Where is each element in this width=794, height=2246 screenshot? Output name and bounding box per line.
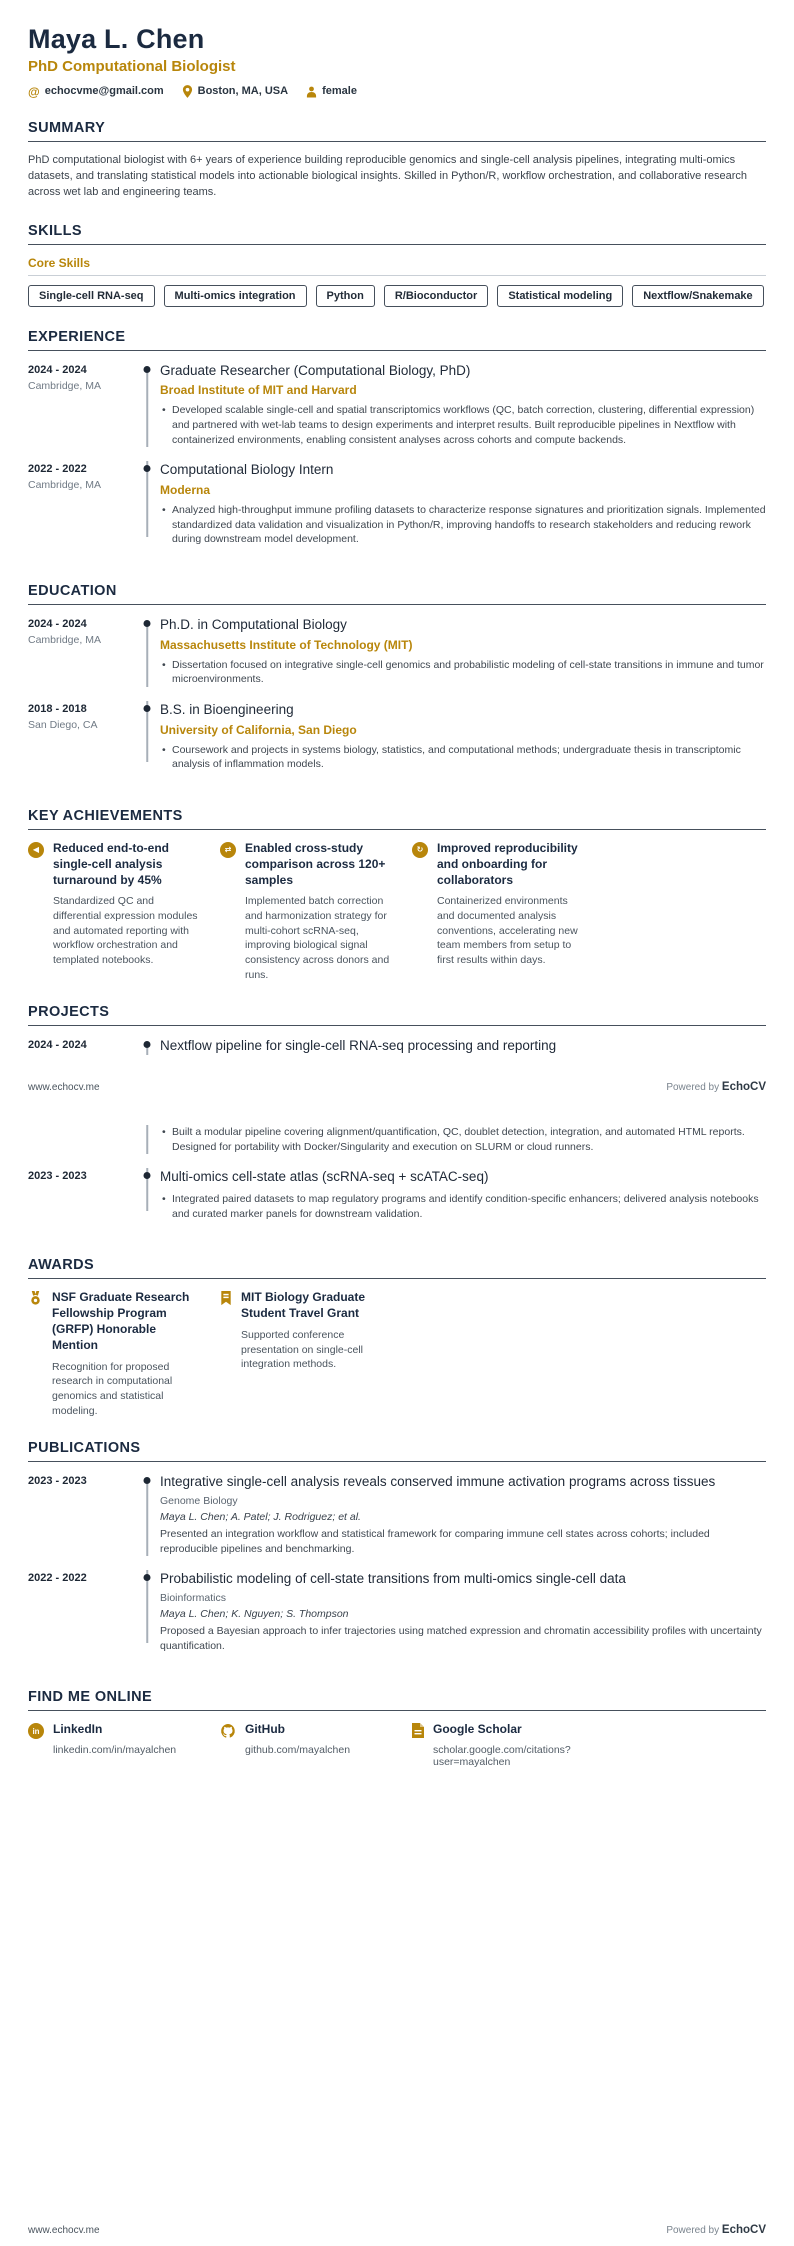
contact-gender: [306, 85, 357, 98]
experience-entry: [28, 362, 766, 462]
bullet-item: • Dissertation focused on integrative single-cell genomics and probabilistic modeling of cell-state transitions in immune and tumor microenvironments.: [160, 658, 766, 687]
entry-dates: 2023 - 2023: [28, 1170, 87, 1183]
degree-title: B.S. in Bioengineering: [160, 701, 294, 717]
reproducibility-icon: ↻: [412, 842, 428, 858]
timeline-line: [146, 461, 148, 537]
projects-heading: PROJECTS: [28, 1004, 766, 1026]
project-entry-header: [28, 1037, 766, 1063]
timeline-marker: [134, 701, 160, 772]
powered-by-label: Powered by: [666, 1082, 722, 1094]
achievements-heading: KEY ACHIEVEMENTS: [28, 808, 766, 830]
timeline-marker: [134, 461, 160, 547]
project-title: Nextflow pipeline for single-cell RNA-seq processing and reporting: [160, 1038, 557, 1054]
publication-authors: Maya L. Chen; K. Nguyen; S. Thompson: [160, 1607, 349, 1620]
project-entry: [28, 1168, 766, 1235]
degree-bullets: [160, 658, 766, 687]
online-card-github: [220, 1722, 390, 1768]
timeline-dot: [144, 1041, 151, 1048]
summary-text: PhD computational biologist with 6+ years of experience building reproducible genomics and single-cell analysis pipelines, integrating multi-omics datasets, and translating statistical models into actionable biological insights. Skilled in Python/R, workflow orchestration, and collaborative research across wet lab and engineering teams.: [28, 154, 748, 198]
company-name: Moderna: [160, 482, 211, 497]
timeline-line: [146, 373, 148, 448]
contact-row: [28, 84, 766, 98]
education-entry: [28, 701, 766, 786]
experience-section: [28, 329, 766, 561]
job-title: Graduate Researcher (Computational Biology, PhD): [160, 362, 471, 378]
publication-venue: Genome Biology: [160, 1494, 238, 1507]
person-name: Maya L. Chen: [28, 24, 205, 54]
email-icon: @: [28, 84, 40, 99]
timeline-dot: [144, 465, 151, 472]
entry-dates: 2023 - 2023: [28, 1475, 87, 1488]
job-bullets: [160, 403, 766, 447]
entry-dates: 2024 - 2024: [28, 363, 87, 376]
achievement-text: Containerized environments and documented analysis conventions, accelerating new team members from setup to first results within days.: [437, 895, 578, 967]
online-url[interactable]: github.com/mayalchen: [245, 1744, 351, 1757]
achievement-title: Improved reproducibility and onboarding for collaborators: [437, 840, 578, 887]
awards-heading: AWARDS: [28, 1257, 766, 1279]
achievements-grid: [28, 841, 766, 983]
project-bullets: [160, 1125, 766, 1154]
degree-title: Ph.D. in Computational Biology: [160, 617, 347, 633]
degree-bullets: [160, 743, 766, 772]
job-bullets: [160, 503, 766, 547]
online-card-linkedin: [28, 1722, 198, 1768]
summary-heading: SUMMARY: [28, 120, 766, 142]
online-heading: FIND ME ONLINE: [28, 1689, 766, 1711]
footer-powered-by: [666, 1077, 766, 1095]
page-break-footer: [28, 1077, 766, 1095]
contact-email-text: echocvme@gmail.com: [44, 85, 164, 97]
achievement-text: Standardized QC and differential expression modules and automated reporting with workflow orchestration and templated notebooks.: [53, 895, 198, 967]
location-icon: [182, 85, 193, 98]
footer-site-url[interactable]: www.echocv.me: [28, 2225, 100, 2236]
award-card: [220, 1290, 390, 1418]
publication-entry: [28, 1570, 766, 1667]
skill-chip: Multi-omics integration: [164, 285, 307, 307]
echocv-brand-link[interactable]: EchoCV: [721, 1081, 766, 1094]
entry-dates: 2022 - 2022: [28, 463, 87, 476]
award-card: [28, 1290, 198, 1418]
achievements-section: [28, 808, 766, 983]
entry-dates: 2018 - 2018: [28, 702, 87, 715]
experience-heading: EXPERIENCE: [28, 329, 766, 351]
comparison-icon: ⇄: [220, 842, 236, 858]
award-title: NSF Graduate Research Fellowship Program (GRFP) Honorable Mention: [52, 1290, 190, 1352]
ribbon-icon: [220, 1291, 232, 1306]
linkedin-icon: in: [28, 1723, 44, 1739]
medal-icon: [28, 1291, 43, 1306]
entry-dates: 2024 - 2024: [28, 618, 87, 631]
education-heading: EDUCATION: [28, 583, 766, 605]
online-url[interactable]: scholar.google.com/citations?user=mayalchen: [433, 1744, 571, 1769]
education-section: [28, 583, 766, 786]
award-title: MIT Biology Graduate Student Travel Grant: [241, 1290, 366, 1321]
projects-section: [28, 1004, 766, 1235]
entry-location: Cambridge, MA: [28, 634, 101, 647]
entry-location: Cambridge, MA: [28, 379, 101, 392]
award-text: Recognition for proposed research in computational genomics and statistical modeling.: [52, 1360, 173, 1417]
online-label: Google Scholar: [433, 1722, 522, 1737]
timeline-line: [146, 627, 148, 687]
project-bullets: [160, 1192, 766, 1221]
echocv-brand-link[interactable]: EchoCV: [721, 2224, 766, 2236]
footer-powered-by: [666, 2220, 766, 2238]
skill-chip: Single-cell RNA-seq: [28, 285, 155, 307]
google-scholar-icon: [412, 1723, 424, 1738]
company-name: Broad Institute of MIT and Harvard: [160, 383, 357, 398]
contact-email[interactable]: [28, 85, 164, 98]
online-url[interactable]: linkedin.com/in/mayalchen: [53, 1744, 177, 1757]
education-entry: [28, 616, 766, 701]
online-card-google-scholar: [412, 1722, 582, 1768]
bullet-item: • Analyzed high-throughput immune profiling datasets to characterize response signatures and prioritization signals. Implemented standardized data validation and visualization in Python/R, improving handoffs to research stakeholders and reducing rework during downstream model development.: [160, 503, 766, 547]
entry-location: Cambridge, MA: [28, 479, 101, 492]
online-section: [28, 1689, 766, 1768]
timeline-marker: [134, 1473, 160, 1556]
summary-section: [28, 120, 766, 201]
github-icon: [220, 1723, 236, 1739]
skills-section: [28, 223, 766, 307]
skill-chip-list: [28, 285, 766, 307]
achievement-card: [412, 841, 582, 983]
timeline-line: [146, 1484, 148, 1556]
publications-section: [28, 1440, 766, 1667]
turnaround-icon: ◀: [28, 842, 44, 858]
experience-entry: [28, 461, 766, 561]
timeline-marker: [134, 616, 160, 687]
skill-chip: R/Bioconductor: [384, 285, 489, 307]
achievement-card: [28, 841, 198, 983]
bullet-item: • Built a modular pipeline covering alignment/quantification, QC, doublet detection, integration, and automated HTML reports. Designed for portability with Docker/Singularity and execution on SLURM or cloud runners.: [160, 1125, 766, 1154]
timeline-marker: [134, 1037, 160, 1055]
achievement-card: [220, 841, 390, 983]
award-text: Supported conference presentation on single-cell integration methods.: [241, 1328, 363, 1371]
publication-description: Presented an integration workflow and statistical framework for comparing immune cell states across cohorts; included reproducible pipelines and benchmarking.: [160, 1527, 710, 1555]
contact-location-text: Boston, MA, USA: [197, 85, 289, 97]
timeline-dot: [144, 705, 151, 712]
publication-entry: [28, 1473, 766, 1570]
person-title: PhD Computational Biologist: [28, 58, 236, 75]
timeline-dot: [144, 1574, 151, 1581]
bullet-item: • Integrated paired datasets to map regulatory programs and identify condition-specific enhancers; delivered analysis notebooks and curated marker panels for downstream validation.: [160, 1192, 766, 1221]
awards-grid: [28, 1290, 766, 1418]
timeline-dot: [144, 620, 151, 627]
online-label: GitHub: [245, 1722, 285, 1737]
timeline-marker: [134, 1168, 160, 1221]
timeline-dot: [144, 366, 151, 373]
entry-dates: 2024 - 2024: [28, 1039, 87, 1052]
publication-authors: Maya L. Chen; A. Patel; J. Rodriguez; et al.: [160, 1510, 361, 1523]
bullet-item: • Coursework and projects in systems biology, statistics, and computational methods; undergraduate thesis in transcriptomic analysis of inflammation models.: [160, 743, 766, 772]
project-title: Multi-omics cell-state atlas (scRNA-seq + scATAC-seq): [160, 1169, 489, 1185]
publication-venue: Bioinformatics: [160, 1591, 226, 1604]
project-entry-continued: [28, 1125, 766, 1168]
online-grid: [28, 1722, 766, 1768]
skills-heading: SKILLS: [28, 223, 766, 245]
job-title: Computational Biology Intern: [160, 462, 334, 478]
entry-dates: 2022 - 2022: [28, 1572, 87, 1585]
achievement-title: Enabled cross-study comparison across 120+ samples: [245, 840, 386, 887]
skill-chip: Nextflow/Snakemake: [632, 285, 763, 307]
publication-title: Probabilistic modeling of cell-state transitions from multi-omics single-cell data: [160, 1571, 626, 1587]
contact-location: [182, 84, 288, 98]
bullet-item: • Developed scalable single-cell and spatial transcriptomics workflows (QC, batch correction, clustering, differential expression) and partnered with wet-lab teams to design experiments and interpret results. Built reproducible pipelines in Nextflow with containerized environments, enabling consistent analyses across cohorts and compute backends.: [160, 403, 766, 447]
contact-gender-text: female: [322, 85, 357, 97]
timeline-dot: [144, 1477, 151, 1484]
publications-heading: PUBLICATIONS: [28, 1440, 766, 1462]
skill-chip: Python: [316, 285, 375, 307]
footer-site-url[interactable]: www.echocv.me: [28, 1082, 100, 1094]
timeline-line: [146, 1125, 148, 1154]
person-icon: [306, 86, 317, 98]
awards-section: [28, 1257, 766, 1418]
online-label: LinkedIn: [53, 1722, 103, 1737]
achievement-text: Implemented batch correction and harmonization strategy for multi-cohort scRNA-seq, improving biological signal consistency across donors and runs.: [245, 895, 390, 981]
resume-header: [28, 24, 766, 98]
timeline-line: [146, 1048, 148, 1055]
school-name: University of California, San Diego: [160, 722, 357, 737]
achievement-title: Reduced end-to-end single-cell analysis turnaround by 45%: [53, 840, 169, 887]
publication-description: Proposed a Bayesian approach to infer trajectories using matched expression and chromatin accessibility profiles with uncertainty quantification.: [160, 1624, 762, 1652]
powered-by-label: Powered by: [666, 2225, 722, 2236]
timeline-marker: [134, 1125, 160, 1154]
skills-group-label: Core Skills: [28, 256, 766, 276]
school-name: Massachusetts Institute of Technology (MIT): [160, 637, 413, 652]
bottom-page-footer: [28, 2220, 766, 2238]
entry-location: San Diego, CA: [28, 718, 98, 731]
timeline-marker: [134, 1570, 160, 1653]
publication-title: Integrative single-cell analysis reveals conserved immune activation programs across tissues: [160, 1474, 716, 1490]
skill-chip: Statistical modeling: [497, 285, 623, 307]
timeline-marker: [134, 362, 160, 448]
timeline-dot: [144, 1172, 151, 1179]
